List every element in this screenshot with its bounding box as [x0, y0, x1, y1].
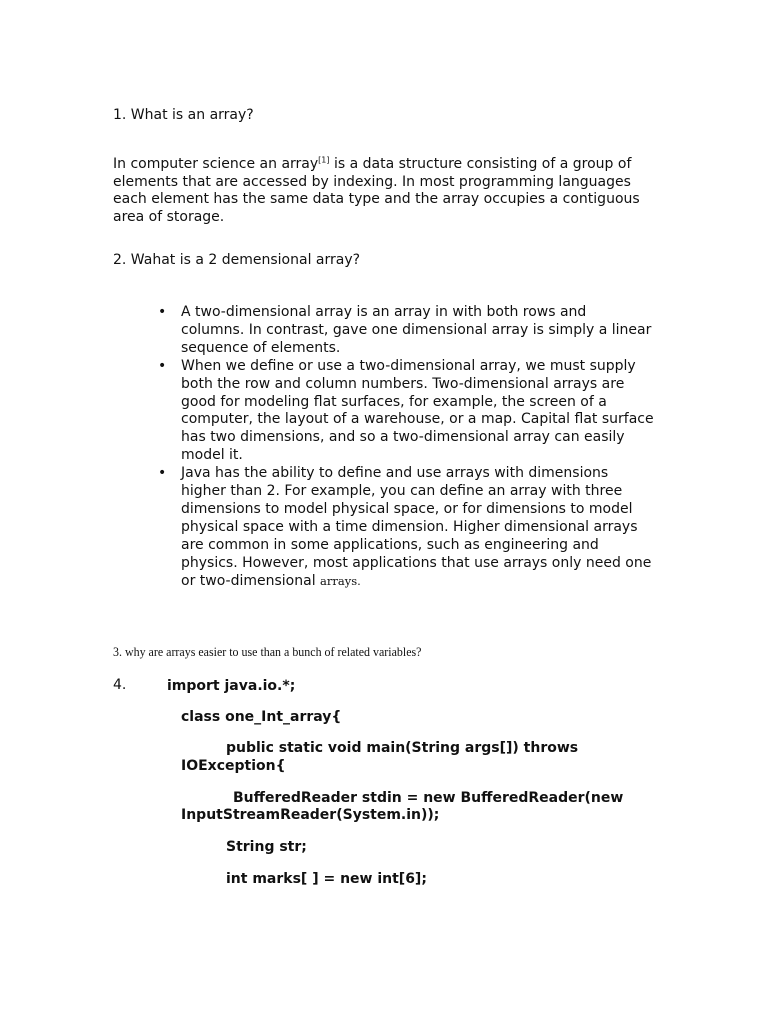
bullet-item-3 — [160, 465, 654, 590]
definition-text-end: is a data structure consisting of a group of elements that are accessed by indexing. In most programming languages each element has the same data type and the array occupies a contiguous area of storage. — [113, 156, 640, 225]
question-1-heading: 1. What is an array? — [113, 107, 254, 123]
bullet-item-1: • A two-dimensional array is an array in with both rows and columns. In contrast, gave one dimensional array is simply a linear sequence of elements. — [160, 304, 654, 358]
code-line-main-cont: IOException{ — [181, 758, 286, 774]
code-line-main: public static void main(String args[]) throws — [226, 740, 579, 756]
code-line-reader-cont: InputStreamReader(System.in)); — [181, 807, 440, 823]
code-line-marks: int marks[ ] = new int[6]; — [226, 871, 427, 887]
code-line-class: class one_Int_array{ — [181, 709, 342, 725]
definition-text-start: In computer science an array — [113, 156, 319, 172]
footnote-reference[interactable]: [1] — [318, 155, 330, 165]
question-4-number: 4. — [113, 677, 127, 693]
bullet-item-3-text: Java has the ability to define and use arrays with dimensions higher than 2. For example, you can define an array with three dimensions to model physical space, or for dimensions to model physical space with a time dimension. Higher dimensional arrays are common in some applications, such as engineering and physics. However, most applications that use arrays only need one or two-dimensional — [181, 465, 652, 589]
code-line-string: String str; — [226, 839, 307, 855]
question-3-heading: 3. why are arrays easier to use than a bunch of related variables? — [113, 644, 422, 659]
code-line-reader: BufferedReader stdin = new BufferedReader(new — [233, 790, 624, 806]
question-2-heading: 2. Wahat is a 2 demensional array? — [113, 252, 361, 268]
code-line-import: import java.io.*; — [167, 678, 296, 694]
bullet-item-3-tail: arrays. — [320, 573, 361, 588]
two-dimensional-array-bullet-list — [160, 304, 654, 591]
array-definition-paragraph — [113, 156, 653, 226]
bullet-item-2: • When we define or use a two-dimensional array, we must supply both the row and column numbers. Two-dimensional arrays are good for modeling flat surfaces, for example, the screen of a computer, the layout of a warehouse, or a map. Capital flat surface has two dimensions, and so a two-dimensional array can easily model it. — [160, 358, 654, 465]
